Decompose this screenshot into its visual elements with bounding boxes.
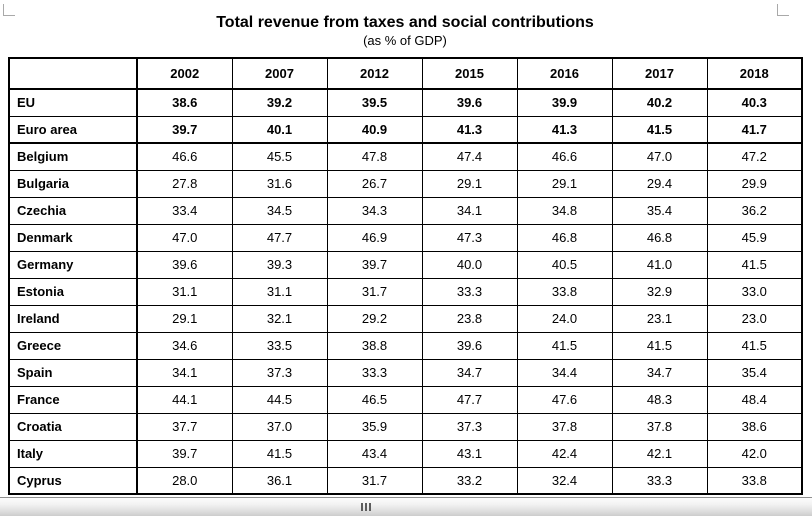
value-cell: 47.8 bbox=[327, 143, 422, 170]
value-cell: 27.8 bbox=[137, 170, 232, 197]
row-label: Ireland bbox=[9, 305, 137, 332]
value-cell: 46.6 bbox=[517, 143, 612, 170]
value-cell: 47.4 bbox=[422, 143, 517, 170]
year-column-header: 2015 bbox=[422, 58, 517, 89]
value-cell: 38.6 bbox=[707, 413, 802, 440]
value-cell: 42.4 bbox=[517, 440, 612, 467]
value-cell: 48.3 bbox=[612, 386, 707, 413]
table-row bbox=[9, 467, 802, 494]
row-label: Cyprus bbox=[9, 467, 137, 494]
value-cell: 29.1 bbox=[137, 305, 232, 332]
value-cell: 34.5 bbox=[232, 197, 327, 224]
value-cell: 39.2 bbox=[232, 89, 327, 116]
value-cell: 47.0 bbox=[137, 224, 232, 251]
value-cell: 39.7 bbox=[137, 116, 232, 143]
row-label: Estonia bbox=[9, 278, 137, 305]
value-cell: 40.5 bbox=[517, 251, 612, 278]
value-cell: 31.7 bbox=[327, 278, 422, 305]
value-cell: 41.0 bbox=[612, 251, 707, 278]
value-cell: 41.5 bbox=[517, 332, 612, 359]
value-cell: 29.1 bbox=[422, 170, 517, 197]
value-cell: 41.5 bbox=[612, 332, 707, 359]
value-cell: 41.7 bbox=[707, 116, 802, 143]
value-cell: 36.1 bbox=[232, 467, 327, 494]
value-cell: 28.0 bbox=[137, 467, 232, 494]
revenue-table bbox=[8, 57, 803, 495]
year-column-header: 2002 bbox=[137, 58, 232, 89]
value-cell: 43.1 bbox=[422, 440, 517, 467]
value-cell: 39.6 bbox=[422, 89, 517, 116]
value-cell: 31.1 bbox=[137, 278, 232, 305]
value-cell: 39.3 bbox=[232, 251, 327, 278]
table-row bbox=[9, 278, 802, 305]
value-cell: 31.7 bbox=[327, 467, 422, 494]
value-cell: 31.6 bbox=[232, 170, 327, 197]
value-cell: 37.8 bbox=[612, 413, 707, 440]
value-cell: 35.4 bbox=[612, 197, 707, 224]
value-cell: 41.3 bbox=[422, 116, 517, 143]
row-label: Czechia bbox=[9, 197, 137, 224]
value-cell: 29.4 bbox=[612, 170, 707, 197]
value-cell: 41.5 bbox=[612, 116, 707, 143]
table-row bbox=[9, 224, 802, 251]
value-cell: 37.7 bbox=[137, 413, 232, 440]
scrollbar-grip-icon[interactable] bbox=[361, 503, 371, 511]
value-cell: 32.9 bbox=[612, 278, 707, 305]
value-cell: 29.1 bbox=[517, 170, 612, 197]
value-cell: 34.7 bbox=[612, 359, 707, 386]
value-cell: 43.4 bbox=[327, 440, 422, 467]
page-subtitle: (as % of GDP) bbox=[363, 33, 447, 48]
value-cell: 29.2 bbox=[327, 305, 422, 332]
table-row bbox=[9, 359, 802, 386]
value-cell: 46.8 bbox=[612, 224, 707, 251]
value-cell: 40.1 bbox=[232, 116, 327, 143]
row-label: Belgium bbox=[9, 143, 137, 170]
value-cell: 37.0 bbox=[232, 413, 327, 440]
table-row bbox=[9, 413, 802, 440]
table-row bbox=[9, 251, 802, 278]
value-cell: 45.9 bbox=[707, 224, 802, 251]
value-cell: 34.1 bbox=[137, 359, 232, 386]
value-cell: 42.1 bbox=[612, 440, 707, 467]
table-row bbox=[9, 89, 802, 116]
value-cell: 35.4 bbox=[707, 359, 802, 386]
value-cell: 37.3 bbox=[232, 359, 327, 386]
row-label: Croatia bbox=[9, 413, 137, 440]
corner-header-cell bbox=[9, 58, 137, 89]
table-row bbox=[9, 143, 802, 170]
value-cell: 48.4 bbox=[707, 386, 802, 413]
value-cell: 39.7 bbox=[327, 251, 422, 278]
year-column-header: 2017 bbox=[612, 58, 707, 89]
value-cell: 39.7 bbox=[137, 440, 232, 467]
value-cell: 33.3 bbox=[422, 278, 517, 305]
row-label: Greece bbox=[9, 332, 137, 359]
value-cell: 47.7 bbox=[422, 386, 517, 413]
value-cell: 24.0 bbox=[517, 305, 612, 332]
value-cell: 44.5 bbox=[232, 386, 327, 413]
value-cell: 41.3 bbox=[517, 116, 612, 143]
table-row bbox=[9, 116, 802, 143]
table-row bbox=[9, 170, 802, 197]
value-cell: 42.0 bbox=[707, 440, 802, 467]
value-cell: 40.3 bbox=[707, 89, 802, 116]
value-cell: 44.1 bbox=[137, 386, 232, 413]
value-cell: 47.2 bbox=[707, 143, 802, 170]
year-column-header: 2016 bbox=[517, 58, 612, 89]
value-cell: 33.0 bbox=[707, 278, 802, 305]
row-label: France bbox=[9, 386, 137, 413]
value-cell: 45.5 bbox=[232, 143, 327, 170]
value-cell: 37.3 bbox=[422, 413, 517, 440]
title-block bbox=[8, 13, 802, 49]
value-cell: 46.6 bbox=[137, 143, 232, 170]
value-cell: 34.3 bbox=[327, 197, 422, 224]
table-row bbox=[9, 305, 802, 332]
page-title: Total revenue from taxes and social contributions bbox=[216, 14, 594, 31]
row-label: Euro area bbox=[9, 116, 137, 143]
year-column-header: 2012 bbox=[327, 58, 422, 89]
value-cell: 39.6 bbox=[137, 251, 232, 278]
value-cell: 29.9 bbox=[707, 170, 802, 197]
table-row bbox=[9, 332, 802, 359]
value-cell: 33.3 bbox=[612, 467, 707, 494]
row-label: EU bbox=[9, 89, 137, 116]
value-cell: 33.8 bbox=[707, 467, 802, 494]
value-cell: 34.4 bbox=[517, 359, 612, 386]
row-label: Bulgaria bbox=[9, 170, 137, 197]
value-cell: 41.5 bbox=[707, 332, 802, 359]
value-cell: 34.7 bbox=[422, 359, 517, 386]
row-label: Italy bbox=[9, 440, 137, 467]
row-label: Germany bbox=[9, 251, 137, 278]
value-cell: 33.5 bbox=[232, 332, 327, 359]
value-cell: 37.8 bbox=[517, 413, 612, 440]
value-cell: 34.1 bbox=[422, 197, 517, 224]
year-column-header: 2007 bbox=[232, 58, 327, 89]
value-cell: 34.8 bbox=[517, 197, 612, 224]
value-cell: 46.9 bbox=[327, 224, 422, 251]
value-cell: 23.8 bbox=[422, 305, 517, 332]
value-cell: 33.4 bbox=[137, 197, 232, 224]
value-cell: 34.6 bbox=[137, 332, 232, 359]
row-label: Denmark bbox=[9, 224, 137, 251]
value-cell: 39.9 bbox=[517, 89, 612, 116]
value-cell: 23.1 bbox=[612, 305, 707, 332]
value-cell: 46.5 bbox=[327, 386, 422, 413]
value-cell: 35.9 bbox=[327, 413, 422, 440]
value-cell: 33.2 bbox=[422, 467, 517, 494]
value-cell: 32.4 bbox=[517, 467, 612, 494]
value-cell: 33.8 bbox=[517, 278, 612, 305]
value-cell: 40.2 bbox=[612, 89, 707, 116]
value-cell: 36.2 bbox=[707, 197, 802, 224]
row-label: Spain bbox=[9, 359, 137, 386]
value-cell: 33.3 bbox=[327, 359, 422, 386]
value-cell: 46.8 bbox=[517, 224, 612, 251]
value-cell: 47.3 bbox=[422, 224, 517, 251]
value-cell: 23.0 bbox=[707, 305, 802, 332]
value-cell: 40.9 bbox=[327, 116, 422, 143]
table-row bbox=[9, 440, 802, 467]
value-cell: 47.7 bbox=[232, 224, 327, 251]
value-cell: 47.6 bbox=[517, 386, 612, 413]
value-cell: 38.6 bbox=[137, 89, 232, 116]
horizontal-scrollbar[interactable] bbox=[0, 497, 812, 516]
value-cell: 31.1 bbox=[232, 278, 327, 305]
value-cell: 41.5 bbox=[232, 440, 327, 467]
value-cell: 38.8 bbox=[327, 332, 422, 359]
table-body bbox=[9, 89, 802, 494]
value-cell: 39.6 bbox=[422, 332, 517, 359]
year-column-header: 2018 bbox=[707, 58, 802, 89]
value-cell: 26.7 bbox=[327, 170, 422, 197]
value-cell: 39.5 bbox=[327, 89, 422, 116]
value-cell: 41.5 bbox=[707, 251, 802, 278]
table-row bbox=[9, 197, 802, 224]
value-cell: 47.0 bbox=[612, 143, 707, 170]
value-cell: 40.0 bbox=[422, 251, 517, 278]
table-header-row bbox=[9, 58, 802, 89]
table-row bbox=[9, 386, 802, 413]
value-cell: 32.1 bbox=[232, 305, 327, 332]
